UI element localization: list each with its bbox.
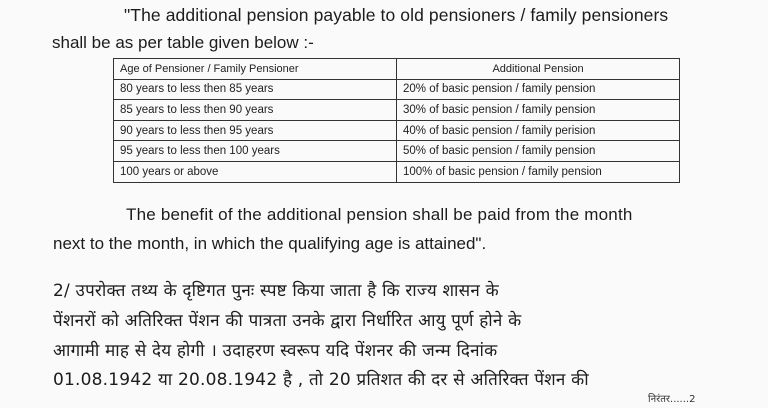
hindi-line-3: आगामी माह से देय होगी । उदाहरण स्वरूप यदि पेंशनर की जन्म दिनांक	[53, 341, 498, 361]
pension-cell: 30% of basic pension / family pension	[397, 100, 680, 121]
table-header-row	[114, 59, 680, 80]
pension-cell: 50% of basic pension / family pension	[397, 141, 680, 162]
table-row	[114, 120, 680, 141]
hindi-line-1: 2/ उपरोक्त तथ्य के दृष्टिगत पुनः स्पष्ट किया जाता है कि राज्य शासन के	[53, 281, 499, 301]
intro-line-2: shall be as per table given below :-	[52, 33, 314, 52]
table-row	[114, 161, 680, 182]
header-age: Age of Pensioner / Family Pensioner	[114, 59, 397, 80]
benefit-line-2: next to the month, in which the qualifying age is attained".	[53, 234, 487, 253]
table-row	[114, 79, 680, 100]
pension-table	[113, 58, 680, 183]
age-cell: 95 years to less then 100 years	[114, 141, 397, 162]
age-cell: 85 years to less then 90 years	[114, 100, 397, 121]
hindi-line-2: पेंशनरों को अतिरिक्त पेंशन की पात्रता उनके द्वारा निर्धारित आयु पूर्ण होने के	[53, 311, 522, 331]
pension-cell: 20% of basic pension / family pension	[397, 79, 680, 100]
table-row	[114, 100, 680, 121]
age-cell: 90 years to less then 95 years	[114, 120, 397, 141]
hindi-line-4: 01.08.1942 या 20.08.1942 है , तो 20 प्रतिशत की दर से अतिरिक्त पेंशन की	[53, 370, 589, 390]
age-cell: 80 years to less then 85 years	[114, 79, 397, 100]
table-row	[114, 141, 680, 162]
pension-cell: 40% of basic pension / family perision	[397, 120, 680, 141]
pension-cell: 100% of basic pension / family pension	[397, 161, 680, 182]
header-additional-pension: Additional Pension	[397, 59, 680, 80]
age-cell: 100 years or above	[114, 161, 397, 182]
benefit-line-1: The benefit of the additional pension shall be paid from the month	[126, 205, 633, 224]
continued-note: निरंतर......2	[648, 394, 696, 405]
intro-line-1: "The additional pension payable to old pensioners / family pensioners	[124, 5, 669, 25]
